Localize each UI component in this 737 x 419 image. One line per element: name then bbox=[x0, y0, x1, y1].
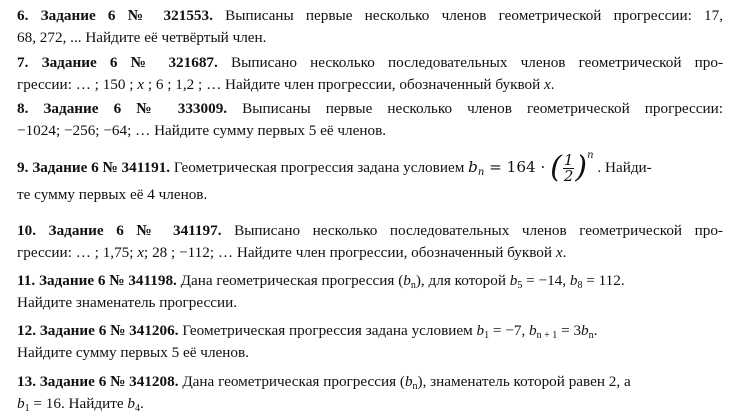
task-12-line-1 bbox=[17, 320, 723, 342]
task-13-header: 13. Задание 6 № 341208. bbox=[17, 373, 179, 390]
task-8-text: Выписаны первые несколько членов геометрической прогрессии: bbox=[242, 100, 723, 117]
task-10-line-2 bbox=[17, 242, 723, 264]
b-symbol: b bbox=[529, 322, 537, 339]
task-11 bbox=[17, 270, 723, 314]
task-12-header: 12. Задание 6 № 341206. bbox=[17, 322, 179, 339]
b-symbol: b bbox=[581, 322, 589, 339]
task-8-line-2: −1024; −256; −64; … Найдите сумму первых 5 её членов. bbox=[17, 122, 387, 139]
b-subscript: 8 bbox=[577, 280, 583, 291]
task-11-text-b: ), для которой bbox=[415, 272, 510, 289]
task-12-value-2: = 3 bbox=[557, 322, 582, 339]
task-13 bbox=[17, 371, 723, 415]
task-6-text: Выписаны первые несколько членов геометрической прогрессии: 17, bbox=[225, 7, 724, 24]
b-subscript: 4 bbox=[135, 403, 140, 414]
task-7-text-a: грессии: … ; 150 ; bbox=[17, 76, 138, 93]
b-subscript: 1 bbox=[24, 403, 30, 414]
task-11-value-2: = 112. bbox=[582, 272, 625, 289]
task-9-text-end: . Найди- bbox=[597, 159, 652, 176]
task-10-header: 10. Задание 6 № 341197. bbox=[17, 222, 222, 239]
task-7-text-b: ; 6 ; 1,2 ; … Найдите член прогрессии, обозначенный буквой bbox=[144, 76, 545, 93]
variable-x: x bbox=[544, 76, 551, 93]
task-8-line-1 bbox=[17, 98, 723, 120]
paren-left: ( bbox=[550, 150, 562, 185]
task-6 bbox=[17, 5, 723, 49]
paren-right: ) bbox=[575, 150, 588, 185]
task-10-text: Выписано несколько последовательных членов геометрической про- bbox=[234, 222, 723, 239]
b-subscript: n bbox=[477, 167, 485, 178]
task-12-line-2: Найдите сумму первых 5 её членов. bbox=[17, 344, 249, 361]
variable-x: x bbox=[137, 76, 145, 93]
denominator: 2 bbox=[563, 166, 574, 185]
task-11-value-1: = −14, bbox=[522, 272, 570, 289]
task-7-header: 7. Задание 6 № 321687. bbox=[17, 54, 218, 71]
task-7 bbox=[17, 52, 723, 96]
task-12 bbox=[17, 320, 723, 364]
period: . bbox=[140, 395, 144, 412]
b-subscript: n bbox=[412, 381, 418, 392]
numerator: 1 bbox=[563, 150, 574, 169]
formula bbox=[468, 150, 594, 185]
task-7-line-1 bbox=[17, 52, 723, 74]
equation-part: = 164 · bbox=[484, 158, 551, 176]
task-8-header: 8. Задание 6 № 333009. bbox=[17, 100, 228, 117]
b-subscript: n bbox=[588, 330, 594, 341]
fraction bbox=[563, 150, 575, 185]
task-9 bbox=[17, 150, 723, 206]
b-symbol: b bbox=[17, 395, 25, 412]
period: . bbox=[593, 322, 598, 339]
task-8 bbox=[17, 98, 723, 142]
b-subscript: n + 1 bbox=[536, 330, 558, 341]
b-symbol: b bbox=[476, 322, 485, 339]
task-13-text-c: = 16. Найдите bbox=[29, 395, 128, 412]
task-11-line-2: Найдите знаменатель прогрессии. bbox=[17, 294, 238, 311]
task-9-line-1 bbox=[17, 150, 723, 184]
task-13-line-1 bbox=[17, 371, 723, 393]
b-symbol: b bbox=[509, 272, 518, 289]
b-symbol: b bbox=[569, 272, 578, 289]
b-symbol: b bbox=[403, 272, 411, 289]
task-10-line-1 bbox=[17, 220, 723, 242]
task-11-text-a: Дана геометрическая прогрессия ( bbox=[180, 272, 404, 289]
task-9-header: 9. Задание 6 № 341191. bbox=[17, 159, 171, 176]
b-symbol: b bbox=[127, 395, 135, 412]
exponent: n bbox=[587, 150, 594, 161]
task-13-text-a: Дана геометрическая прогрессия ( bbox=[182, 373, 405, 390]
b-symbol: b bbox=[468, 158, 478, 176]
task-11-line-1 bbox=[17, 270, 723, 292]
task-12-value-1: = −7, bbox=[489, 322, 530, 339]
task-6-line-1 bbox=[17, 5, 723, 27]
task-7-text: Выписано несколько последовательных членов геометрической про- bbox=[231, 54, 724, 71]
task-7-text-c: . bbox=[550, 76, 555, 93]
task-10 bbox=[17, 220, 723, 264]
task-6-header: 6. Задание 6 № 321553. bbox=[17, 7, 213, 24]
task-7-line-2 bbox=[17, 74, 723, 96]
task-10-text-c: . bbox=[562, 244, 567, 261]
task-9-text: Геометрическая прогрессия задана условием bbox=[173, 159, 465, 176]
task-11-header: 11. Задание 6 № 341198. bbox=[17, 272, 177, 289]
task-10-text-b: ; 28 ; −112; … Найдите член прогрессии, обозначенный буквой bbox=[144, 244, 556, 261]
b-subscript: 1 bbox=[484, 330, 490, 341]
variable-x: x bbox=[555, 244, 563, 261]
b-subscript: n bbox=[410, 280, 416, 291]
b-symbol: b bbox=[404, 373, 413, 390]
variable-x: x bbox=[137, 244, 145, 261]
task-6-line-2: 68, 272, ... Найдите её четвёртый член. bbox=[17, 29, 267, 46]
b-subscript: 5 bbox=[517, 280, 523, 291]
task-13-text-b: ), знаменатель которой равен 2, а bbox=[417, 373, 631, 390]
task-13-line-2 bbox=[17, 393, 723, 415]
task-9-line-2: те сумму первых её 4 членов. bbox=[17, 186, 208, 203]
task-12-text: Геометрическая прогрессия задана условием bbox=[182, 322, 473, 339]
task-10-text-a: грессии: … ; 1,75; bbox=[17, 244, 138, 261]
